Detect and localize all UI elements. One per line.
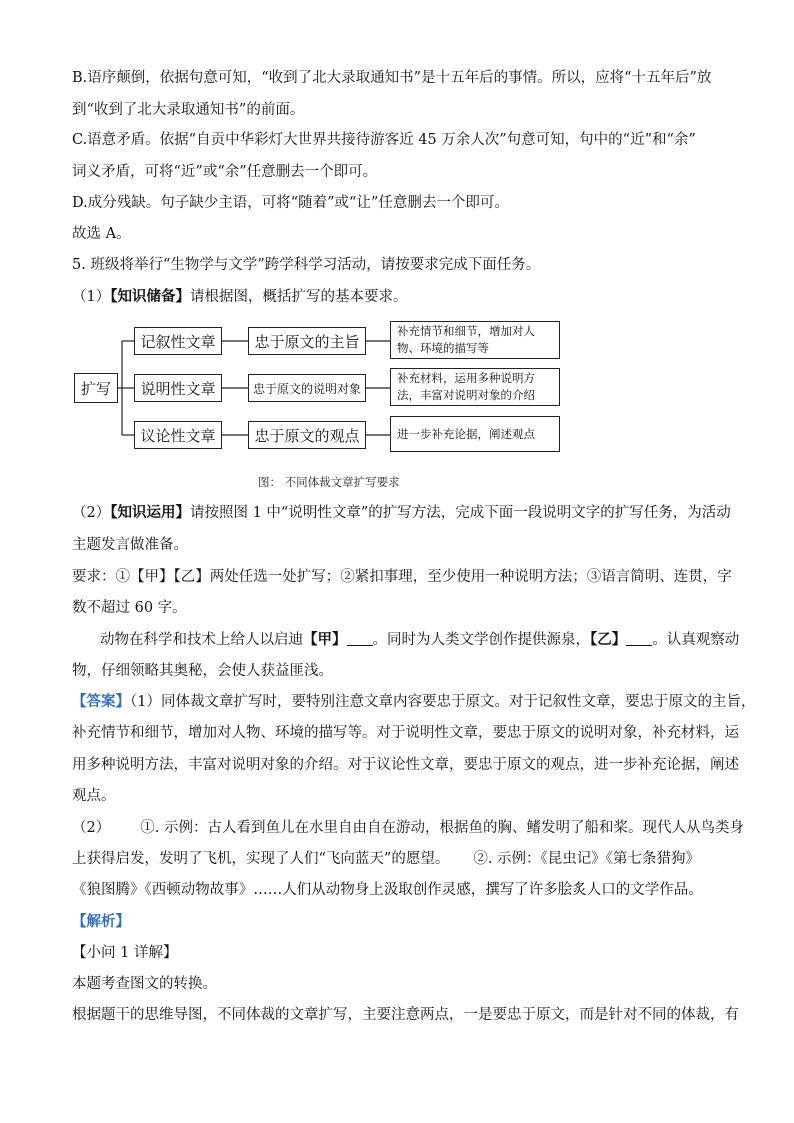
answer-line5 bbox=[72, 818, 744, 838]
blank-yi-label: 【乙】 bbox=[590, 631, 627, 648]
detail-narrative-line2: 物、环境的描写等 bbox=[397, 341, 489, 355]
diagram-detail-narrative bbox=[390, 321, 560, 359]
diagram-genre-argumentative: 议论性文章 bbox=[134, 421, 222, 449]
passage-part-b: 。同时为人类文学创作提供源泉， bbox=[372, 632, 590, 648]
detail-expository-line2: 法，丰富对说明对象的介绍 bbox=[397, 388, 535, 402]
option-c-line1: C.语意矛盾。依据“自贡中华彩灯大世界共接待游客近 45 万余人次”句意可知，句中的“近”和“余” bbox=[72, 132, 696, 148]
answer-line6 bbox=[72, 849, 700, 869]
option-d-line1: D.成分残缺。句子缺少主语，可将“随着”或“让”任意删去一个即可。 bbox=[72, 195, 509, 211]
option-b-line2: 到“收到了北大录取通知书”的前面。 bbox=[72, 102, 305, 118]
answer-2-prefix: （2） bbox=[72, 820, 111, 836]
answer-2-text3: . 示例：《昆虫记》《第七条猎狗》 bbox=[487, 851, 701, 867]
diagram-detail-argumentative: 进一步补充论据，阐述观点 bbox=[390, 416, 560, 452]
analysis-tag: 【解析】 bbox=[72, 913, 130, 930]
answer-choice: 故选 A。 bbox=[72, 226, 131, 242]
answer-2-num1: ① bbox=[140, 820, 155, 836]
question-5-1 bbox=[72, 287, 407, 307]
q5-2-prefix: （2） bbox=[72, 505, 111, 521]
diagram-genre-narrative: 记叙性文章 bbox=[134, 327, 222, 355]
answer-2-text1: . 示例：古人看到鱼儿在水里自由自在游动，根据鱼的胸、鳍发明了船和桨。现代人从鸟类身 bbox=[154, 820, 744, 836]
blank-yi bbox=[626, 631, 652, 646]
requirements-line1: 要求：①【甲】【乙】两处任选一处扩写；②紧扣事理，至少使用一种说明方法；③语言简明、连贯，字 bbox=[72, 569, 732, 585]
blank-jia-label: 【甲】 bbox=[303, 631, 347, 648]
q5-1-text: 请根据图，概括扩写的基本要求。 bbox=[189, 289, 408, 305]
passage-line1 bbox=[100, 630, 739, 650]
question-5-2 bbox=[72, 503, 731, 523]
requirements-line2: 数不超过 60 字。 bbox=[72, 600, 187, 616]
analysis-line2: 根据题干的思维导图，不同体裁的文章扩写，主要注意两点，一是要忠于原文，而是针对不同的体裁，有 bbox=[72, 1007, 739, 1023]
answer-line7: 《狼图腾》《西顿动物故事》……人们从动物身上汲取创作灵感，撰写了许多脍炙人口的文学作品。 bbox=[72, 882, 703, 898]
analysis-line1: 本题考查图文的转换。 bbox=[72, 976, 217, 992]
diagram-caption: 图： 不同体裁文章扩写要求 bbox=[258, 475, 400, 489]
detail-narrative-line1: 补充情节和细节，增加对人 bbox=[397, 324, 535, 338]
answer-line1 bbox=[72, 692, 755, 712]
option-c-line2: 词义矛盾，可将“近”或“余”任意删去一个即可。 bbox=[72, 164, 378, 180]
question-5-2-line2: 主题发言做准备。 bbox=[72, 537, 188, 553]
option-b-line1: B.语序颠倒，依据句意可知，“收到了北大录取通知书”是十五年后的事情。所以，应将“十五年后”放 bbox=[72, 70, 712, 86]
q5-1-prefix: （1） bbox=[72, 289, 111, 305]
diagram-root-box: 扩写 bbox=[74, 373, 118, 403]
diagram-rule-expository: 忠于原文的说明对象 bbox=[248, 374, 366, 402]
q5-2-text: 请按照图 1 中“说明性文章”的扩写方法，完成下面一段说明文字的扩写任务，为活动 bbox=[189, 505, 731, 521]
answer-2-text2: 上获得启发，发明了飞机，实现了人们“飞向蓝天”的愿望。 bbox=[72, 851, 450, 867]
answer-line4: 观点。 bbox=[72, 788, 116, 804]
q5-2-tag: 【知识运用】 bbox=[110, 504, 190, 521]
answer-text-1: （1）同体裁文章扩写时，要特别注意文章内容要忠于原文。对于记叙性文章，要忠于原文的主旨， bbox=[130, 694, 756, 710]
expansion-diagram bbox=[72, 318, 564, 454]
diagram-rule-argumentative: 忠于原文的观点 bbox=[248, 421, 366, 449]
answer-line3: 用多种说明方法，丰富对说明对象的介绍。对于议论性文章，要忠于原文的观点，进一步补充论据，阐述 bbox=[72, 757, 739, 773]
q5-1-tag: 【知识储备】 bbox=[110, 288, 190, 305]
diagram-detail-expository bbox=[390, 368, 560, 406]
blank-jia bbox=[347, 631, 373, 646]
answer-line2: 补充情节和细节，增加对人物、环境的描写等。对于说明性文章，要忠于原文的说明对象，补充材料，运 bbox=[72, 725, 739, 741]
answer-2-num2: ② bbox=[473, 851, 488, 867]
answer-tag: 【答案】 bbox=[72, 693, 130, 710]
sub-question-1-heading: 【小问 1 详解】 bbox=[72, 945, 178, 961]
detail-expository-line1: 补充材料，运用多种说明方 bbox=[397, 371, 535, 385]
passage-part-a: 动物在科学和技术上给人以启迪 bbox=[100, 632, 303, 648]
question-5: 5. 班级将举行“生物学与文学”跨学科学习活动，请按要求完成下面任务。 bbox=[72, 257, 541, 273]
passage-part-c: 。认真观察动 bbox=[652, 632, 740, 648]
diagram-genre-expository: 说明性文章 bbox=[134, 374, 222, 402]
passage-line2: 物，仔细领略其奥秘，会使人获益匪浅。 bbox=[72, 663, 333, 679]
diagram-rule-narrative: 忠于原文的主旨 bbox=[248, 327, 366, 355]
